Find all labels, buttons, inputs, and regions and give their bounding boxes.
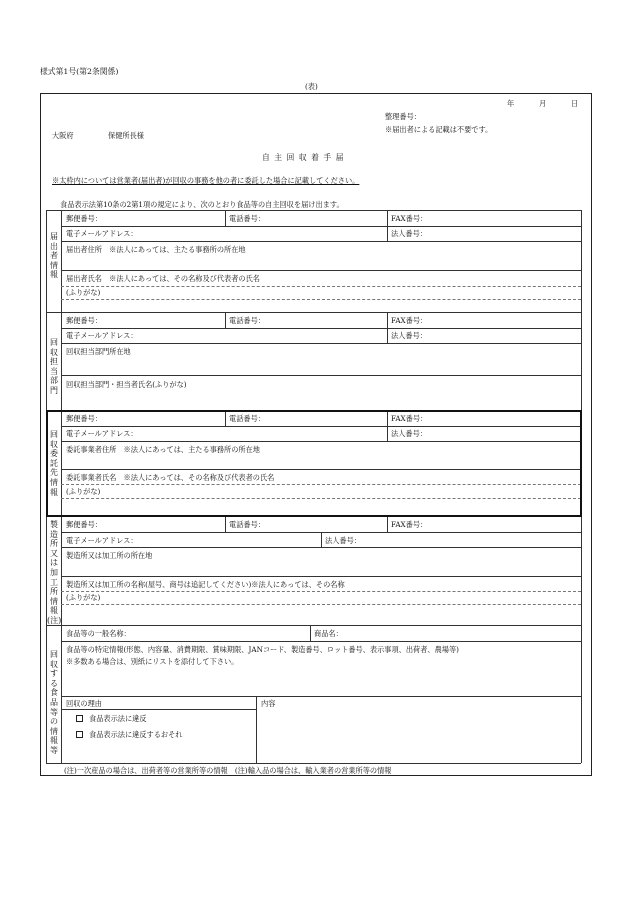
contractor-postal[interactable]: 郵便番号： bbox=[66, 414, 102, 423]
notifier-phone[interactable]: 電話番号： bbox=[229, 214, 265, 223]
recall-dept-address[interactable]: 回収担当部門所在地 bbox=[66, 347, 131, 356]
manufacturer-fax[interactable]: FAX番号： bbox=[391, 520, 428, 529]
contractor-fax[interactable]: FAX番号： bbox=[391, 414, 428, 423]
recall-dept-email[interactable]: 電子メールアドレス： bbox=[66, 331, 138, 340]
date-year[interactable]: 年 bbox=[507, 99, 515, 108]
recall-dept-person[interactable]: 回収担当部門・担当者氏名(ふりがな) bbox=[66, 380, 187, 389]
manufacturer-postal[interactable]: 郵便番号： bbox=[66, 520, 102, 529]
date-day[interactable]: 日 bbox=[571, 99, 579, 108]
contractor-address[interactable]: 委託事業者住所 ※法人にあっては、主たる事務所の所在地 bbox=[66, 445, 260, 454]
reason-option-violation[interactable]: 食品表示法に違反 bbox=[76, 714, 147, 723]
recall-dept-fax[interactable]: FAX番号： bbox=[391, 316, 428, 325]
recall-reason-label: 回収の理由 bbox=[66, 699, 102, 708]
manufacturer-phone[interactable]: 電話番号： bbox=[229, 520, 265, 529]
contractor-corp-number[interactable]: 法人番号： bbox=[391, 429, 427, 438]
contractor-bold-frame bbox=[46, 410, 582, 517]
manufacturer-address[interactable]: 製造所又は加工所の所在地 bbox=[66, 551, 153, 560]
notifier-email[interactable]: 電子メールアドレス： bbox=[66, 229, 138, 238]
contractor-furigana[interactable]: (ふりがな) bbox=[66, 487, 101, 496]
face-label: (表) bbox=[305, 82, 318, 91]
intro-text: 食品表示法第10条の2第1項の規定により、次のとおり食品等の自主回収を届け出ます。 bbox=[60, 200, 344, 209]
recall-dept-section-label: 回収担当部門 bbox=[50, 338, 58, 395]
checkbox-icon[interactable] bbox=[76, 731, 83, 738]
form-title: 自 主 回 収 着 手 届 bbox=[262, 153, 345, 162]
product-multi-note: ※多数ある場合は、別紙にリストを添付して下さい。 bbox=[66, 657, 239, 666]
date-month[interactable]: 月 bbox=[539, 99, 547, 108]
contractor-section-label: 回収委託先情報 bbox=[50, 430, 58, 497]
product-section-label: 回収する食品等の情報等 bbox=[50, 650, 58, 755]
product-general-name[interactable]: 食品等の一般名称： bbox=[66, 629, 131, 638]
manufacturer-email[interactable]: 電子メールアドレス： bbox=[66, 536, 138, 545]
contractor-email[interactable]: 電子メールアドレス： bbox=[66, 429, 138, 438]
notifier-corp-number[interactable]: 法人番号： bbox=[391, 229, 427, 238]
product-name[interactable]: 商品名： bbox=[314, 629, 343, 638]
manufacturer-name[interactable]: 製造所又は加工所の名称(屋号、商号は追記してください)※法人にあっては、その名称 bbox=[66, 580, 345, 589]
manufacturer-section-label: 製造所又は加工所情報(注) bbox=[47, 520, 62, 625]
checkbox-icon[interactable] bbox=[76, 715, 83, 722]
form-number: 様式第1号(第2条関係) bbox=[40, 67, 119, 76]
notifier-name[interactable]: 届出者氏名 ※法人にあっては、その名称及び代表者の氏名 bbox=[66, 274, 260, 283]
notifier-section-label: 届出者情報 bbox=[50, 232, 58, 280]
manufacturer-furigana[interactable]: (ふりがな) bbox=[66, 593, 101, 602]
reference-note: ※届出者による記載は不要です。 bbox=[385, 125, 493, 134]
footer-note: (注)一次産品の場合は、出荷者等の営業所等の情報 (注)輸入品の場合は、輸入業者の営業所等の情報 bbox=[64, 766, 392, 775]
notifier-furigana[interactable]: (ふりがな) bbox=[66, 288, 101, 297]
contractor-name[interactable]: 委託事業者氏名 ※法人にあっては、その名称及び代表者の氏名 bbox=[66, 473, 275, 482]
reference-number[interactable]: 整理番号： bbox=[385, 112, 421, 121]
contractor-phone[interactable]: 電話番号： bbox=[229, 414, 265, 423]
manufacturer-corp-number[interactable]: 法人番号： bbox=[325, 536, 361, 545]
notifier-fax[interactable]: FAX番号： bbox=[391, 214, 428, 223]
notifier-address[interactable]: 届出者住所 ※法人にあっては、主たる事務所の所在地 bbox=[66, 245, 246, 254]
recall-dept-corp-number[interactable]: 法人番号： bbox=[391, 331, 427, 340]
addressee-prefecture: 大阪府 bbox=[52, 131, 74, 140]
notice-text: ※太枠内については営業者(届出者)が回収の事務を他の者に委託した場合に記載してください。 bbox=[52, 176, 360, 185]
recall-dept-phone[interactable]: 電話番号： bbox=[229, 316, 265, 325]
notifier-postal[interactable]: 郵便番号： bbox=[66, 214, 102, 223]
recall-content-label[interactable]: 内容 bbox=[261, 699, 276, 708]
product-specific-info[interactable]: 食品等の特定情報(形態、内容量、消費期限、賞味期限、JANコード、製造番号、ロット番号、表示事項、出荷者、農場等) bbox=[66, 645, 459, 654]
recall-dept-postal[interactable]: 郵便番号： bbox=[66, 316, 102, 325]
reason-option-possible-violation[interactable]: 食品表示法に違反するおそれ bbox=[76, 730, 182, 739]
addressee-office[interactable]: 保健所長様 bbox=[108, 131, 144, 140]
